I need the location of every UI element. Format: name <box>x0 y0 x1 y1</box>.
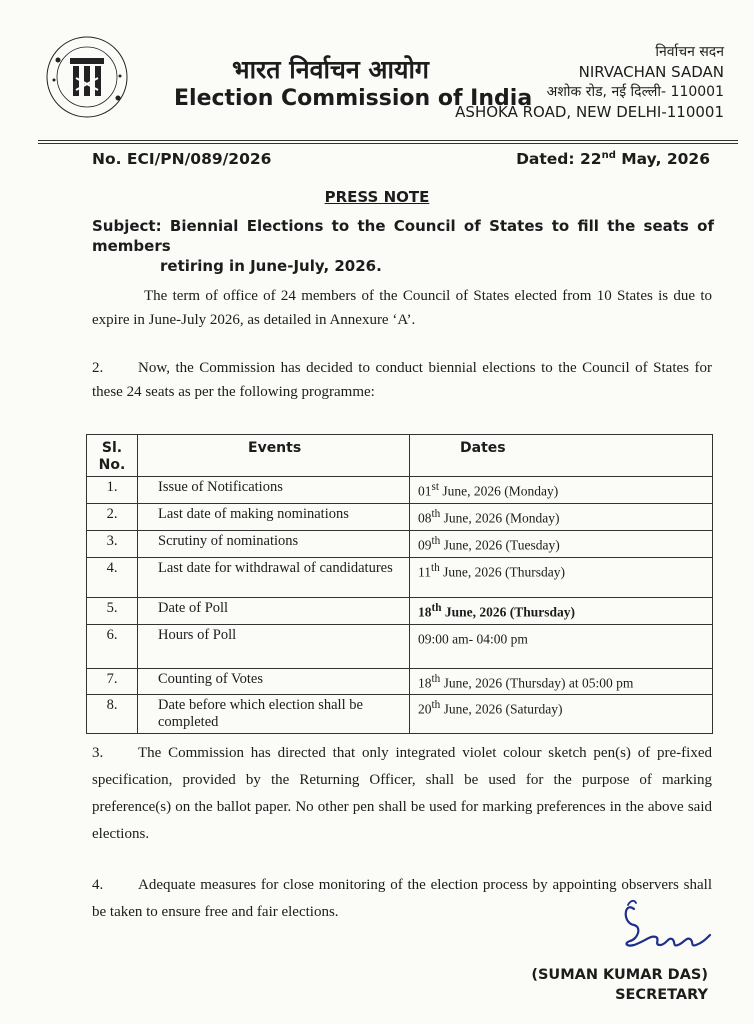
address-road: ASHOKA ROAD, NEW DELHI-110001 <box>455 103 724 121</box>
event: Counting of Votes <box>138 669 410 695</box>
date: 11th June, 2026 (Thursday) <box>410 558 713 598</box>
sl-no: 5. <box>87 598 138 625</box>
date: 18th June, 2026 (Thursday) at 05:00 pm <box>410 669 713 695</box>
document-date <box>516 150 710 168</box>
table-row <box>87 531 713 558</box>
date-suffix-sup: nd <box>601 150 616 161</box>
sl-no: 6. <box>87 625 138 669</box>
table-row <box>87 669 713 695</box>
header-divider <box>38 140 738 141</box>
event: Last date for withdrawal of candidatures <box>138 558 410 598</box>
signatory-name: (SUMAN KUMAR DAS) <box>531 967 708 983</box>
table-row <box>87 504 713 531</box>
paragraph-2-text: Now, the Commission has decided to conduct biennial elections to the Council of States for these 24 seats as per the following programme: <box>92 360 712 400</box>
signatory-designation: SECRETARY <box>615 987 708 1003</box>
table-row <box>87 598 713 625</box>
eci-logo-icon <box>40 30 135 125</box>
table-row <box>87 625 713 669</box>
event: Last date of making nominations <box>138 504 410 531</box>
event: Date of Poll <box>138 598 410 625</box>
date: 01st June, 2026 (Monday) <box>410 477 713 504</box>
date-prefix: Dated: 22 <box>516 150 602 169</box>
address-block <box>455 42 724 122</box>
address-hindi-building: निर्वाचन सदन <box>655 44 724 60</box>
date: 09:00 am- 04:00 pm <box>410 625 713 669</box>
table-row <box>87 694 713 733</box>
event: Date before which election shall be completed <box>138 694 410 733</box>
header-events: Events <box>138 435 410 477</box>
event: Scrutiny of nominations <box>138 531 410 558</box>
subject-line-1: Subject: Biennial Elections to the Council of States to fill the seats of members <box>92 217 714 255</box>
document-number: No. ECI/PN/089/2026 <box>92 150 272 168</box>
date: 09th June, 2026 (Tuesday) <box>410 531 713 558</box>
sl-no: 1. <box>87 477 138 504</box>
table-header-row <box>87 435 713 477</box>
address-hindi-road: अशोक रोड, नई दिल्ली- 110001 <box>546 84 724 100</box>
sl-no: 4. <box>87 558 138 598</box>
paragraph-4 <box>92 872 712 926</box>
sl-no: 7. <box>87 669 138 695</box>
paragraph-3-number: 3. <box>92 745 104 761</box>
sl-no: 8. <box>87 694 138 733</box>
paragraph-1-text: The term of office of 24 members of the Council of States elected from 10 States is due to expire in June-July 2026, as detailed in Annexure ‘A’. <box>92 288 712 328</box>
paragraph-3-text: The Commission has directed that only integrated violet colour sketch pen(s) of pre-fixed specification, provided by the Returning Officer, shall be used for the purpose of marking preference(s) on the ballot paper. No other pen shall be used for marking preferences in the above said elections. <box>92 745 712 842</box>
event: Issue of Notifications <box>138 477 410 504</box>
table-row <box>87 558 713 598</box>
header-dates: Dates <box>410 435 713 477</box>
paragraph-2 <box>92 356 712 404</box>
table-row <box>87 477 713 504</box>
paragraph-4-number: 4. <box>92 877 104 893</box>
title-hindi: भारत निर्वाचन आयोग <box>232 55 430 84</box>
paragraph-3 <box>92 740 712 848</box>
title-english: Election Commission of India <box>174 86 533 111</box>
date: 18th June, 2026 (Thursday) <box>410 598 713 625</box>
event: Hours of Poll <box>138 625 410 669</box>
election-programme-table <box>86 434 713 734</box>
address-building: NIRVACHAN SADAN <box>578 63 724 81</box>
header-sl-no: Sl. No. <box>87 435 138 477</box>
date: 08th June, 2026 (Monday) <box>410 504 713 531</box>
date-rest: May, 2026 <box>615 150 710 169</box>
subject-line-2: retiring in June-July, 2026. <box>160 257 382 275</box>
signatory-block <box>531 965 708 1005</box>
header-divider-thin <box>38 143 738 144</box>
sl-no: 2. <box>87 504 138 531</box>
paragraph-2-number: 2. <box>92 360 104 376</box>
press-note-title: PRESS NOTE <box>324 188 430 206</box>
paragraph-4-text: Adequate measures for close monitoring of the election process by appointing observers shall be taken to ensure free and fair elections. <box>92 877 712 920</box>
subject <box>92 216 714 276</box>
date: 20th June, 2026 (Saturday) <box>410 694 713 733</box>
sl-no: 3. <box>87 531 138 558</box>
paragraph-1 <box>92 284 712 332</box>
handwritten-signature-icon <box>620 895 712 955</box>
